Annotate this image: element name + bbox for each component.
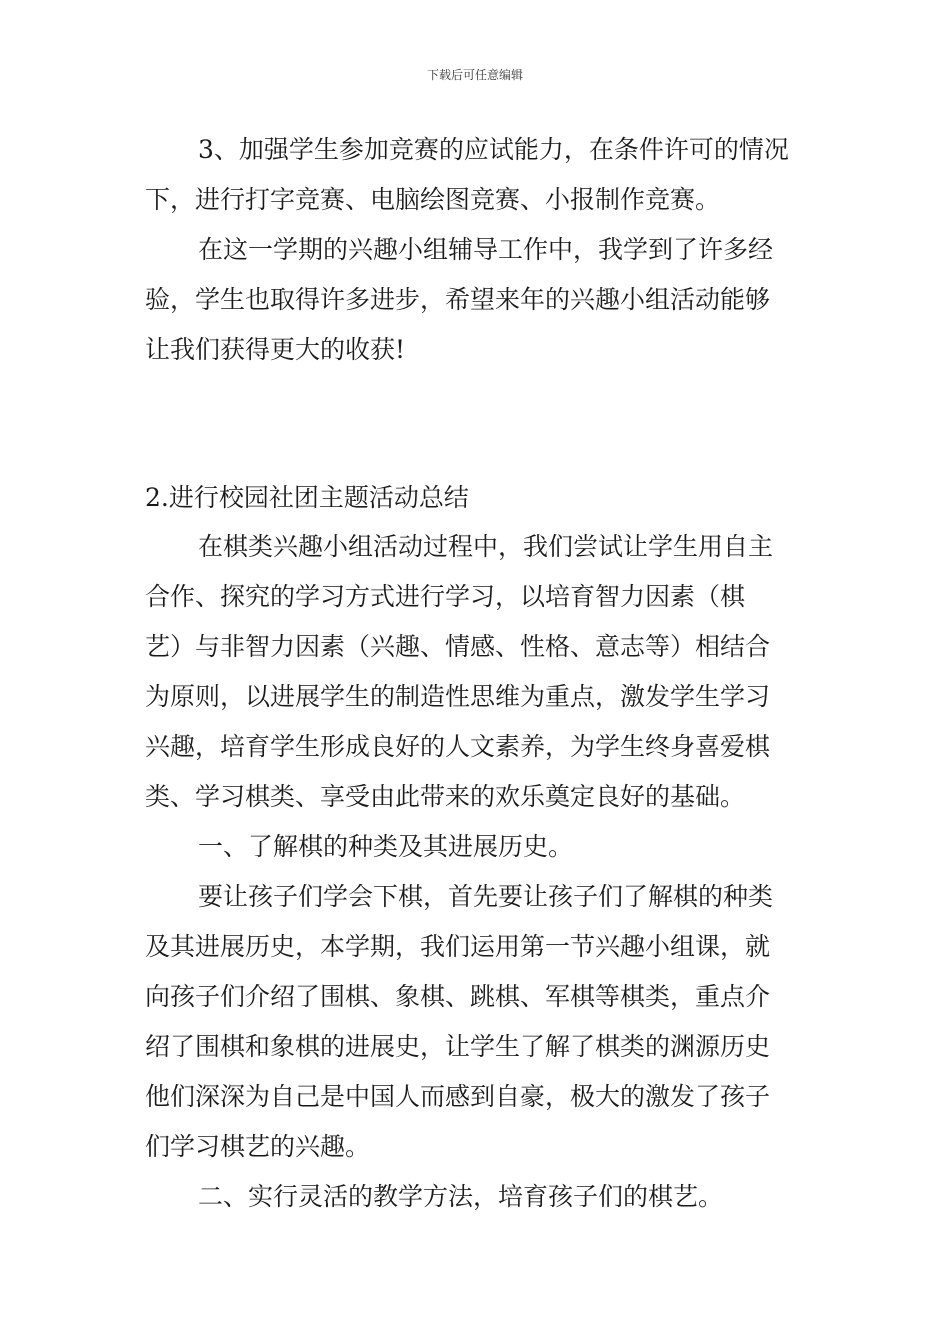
paragraph-line: 们学习棋艺的兴趣。	[145, 1132, 371, 1161]
subheading: 一、了解棋的种类及其进展历史。	[198, 832, 574, 861]
subheading: 二、实行灵活的教学方法，培育孩子们的棋艺。	[198, 1182, 724, 1211]
paragraph-line: 向孩子们介绍了围棋、象棋、跳棋、军棋等棋类，重点介	[145, 982, 771, 1011]
paragraph-line: 为原则，以进展学生的制造性思维为重点，激发学生学习	[145, 682, 771, 711]
paragraph-line: 让我们获得更大的收获!	[145, 335, 406, 364]
paragraph-line: 合作、探究的学习方式进行学习，以培育智力因素（棋	[145, 582, 746, 611]
section-title: 2.进行校园社团主题活动总结	[145, 483, 469, 512]
paragraph-line: 要让孩子们学会下棋，首先要让孩子们了解棋的种类	[198, 882, 774, 911]
paragraph-line: 类、学习棋类、享受由此带来的欢乐奠定良好的基础。	[145, 782, 746, 811]
paragraph-line: 及其进展历史，本学期，我们运用第一节兴趣小组课，就	[145, 932, 771, 961]
paragraph-line: 绍了围棋和象棋的进展史，让学生了解了棋类的渊源历史	[145, 1032, 771, 1061]
paragraph-line: 艺）与非智力因素（兴趣、情感、性格、意志等）相结合	[145, 632, 771, 661]
paragraph-line: 兴趣，培育学生形成良好的人文素养，为学生终身喜爱棋	[145, 732, 771, 761]
paragraph-line: 他们深深为自己是中国人而感到自豪，极大的激发了孩子	[145, 1082, 771, 1111]
paragraph-line: 3、加强学生参加竞赛的应试能力，在条件许可的情况	[198, 135, 789, 164]
paragraph-line: 下，进行打字竞赛、电脑绘图竞赛、小报制作竞赛。	[145, 185, 721, 214]
paragraph-line: 验，学生也取得许多进步，希望来年的兴趣小组活动能够	[145, 285, 771, 314]
page-header: 下载后可任意编辑	[426, 68, 523, 82]
paragraph-line: 在这一学期的兴趣小组辅导工作中，我学到了许多经	[198, 235, 774, 264]
paragraph-line: 在棋类兴趣小组活动过程中，我们尝试让学生用自主	[198, 532, 774, 561]
